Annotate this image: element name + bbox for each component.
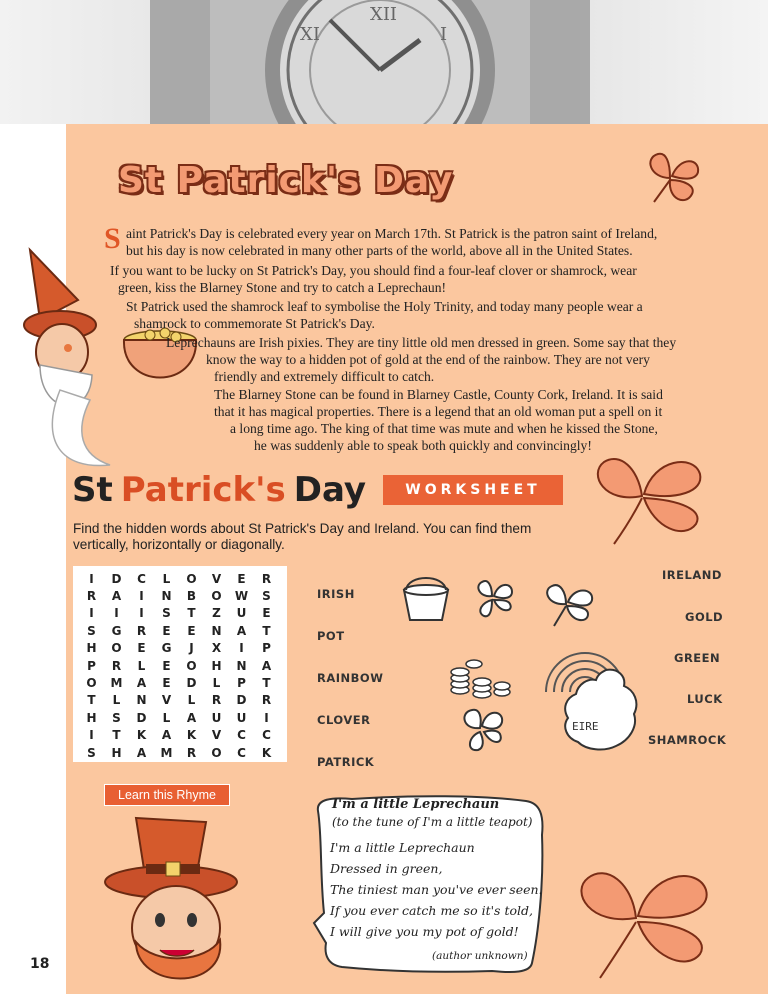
- grid-cell: Z: [212, 606, 221, 621]
- map-label: EIRE: [572, 720, 599, 733]
- grid-cell: H: [86, 641, 97, 656]
- grid-cell: S: [112, 710, 121, 725]
- page-number: 18: [30, 956, 50, 972]
- grid-cell: I: [239, 641, 244, 656]
- grid-cell: D: [236, 693, 247, 708]
- intro-line: a long time ago. The king of that time was mute and when he kissed the Stone,: [230, 421, 658, 436]
- worksheet-title-part: St: [72, 470, 113, 510]
- intro-line: shamrock to commemorate St Patrick's Day.: [134, 316, 375, 331]
- svg-text:XI: XI: [300, 24, 320, 45]
- grid-cell: O: [211, 589, 222, 604]
- word-search-table: [79, 570, 279, 761]
- grid-cell: P: [262, 641, 271, 656]
- grid-cell: E: [187, 623, 196, 638]
- grid-row: [79, 727, 279, 744]
- grid-cell: L: [137, 658, 146, 673]
- word-shamrock: SHAMROCK: [648, 733, 727, 747]
- grid-cell: R: [86, 589, 97, 604]
- rhyme-line: I will give you my pot of gold!: [330, 924, 519, 939]
- grid-cell: V: [161, 693, 172, 708]
- rhyme-subtitle: (to the tune of I'm a little teapot): [332, 815, 533, 829]
- grid-cell: D: [186, 676, 197, 691]
- intro-line: that it has magical properties. There is a legend that an old woman put a spell on it: [214, 404, 663, 419]
- grid-cell: C: [137, 571, 146, 586]
- word-search-grid: [73, 566, 287, 762]
- grid-cell: I: [139, 589, 144, 604]
- rhyme-line: If you ever catch me so it's told,: [330, 903, 533, 918]
- rhyme-line: I'm a little Leprechaun: [330, 840, 475, 855]
- grid-cell: A: [161, 728, 172, 743]
- word-ireland: IRELAND: [662, 568, 722, 582]
- grid-cell: O: [186, 658, 197, 673]
- grid-row: [79, 587, 279, 604]
- grid-cell: A: [136, 676, 147, 691]
- grid-cell: T: [112, 728, 121, 743]
- grid-cell: E: [162, 623, 171, 638]
- grid-cell: C: [262, 728, 271, 743]
- leprechaun-illustration: [96, 812, 256, 994]
- svg-text:I: I: [440, 24, 448, 45]
- grid-cell: A: [136, 745, 147, 760]
- rhyme-line: The tiniest man you've ever seen.: [330, 882, 543, 897]
- dropcap: S: [104, 222, 121, 255]
- grid-cell: X: [211, 641, 222, 656]
- grid-cell: W: [234, 589, 249, 604]
- page-title: St Patrick's Day: [118, 160, 454, 201]
- grid-cell: P: [237, 676, 246, 691]
- word-green: GREEN: [674, 651, 721, 665]
- grid-cell: V: [211, 728, 222, 743]
- grid-row: [79, 674, 279, 691]
- grid-cell: H: [111, 745, 122, 760]
- four-leaf-clover-icon: [470, 576, 516, 620]
- intro-line: aint Patrick's Day is celebrated every year on March 17th. St Patrick is the patron saint of Ireland,: [126, 226, 658, 241]
- grid-cell: G: [111, 623, 122, 638]
- grid-cell: E: [162, 676, 171, 691]
- word-luck: LUCK: [687, 692, 723, 706]
- grid-cell: G: [161, 641, 172, 656]
- grid-row: [79, 570, 279, 587]
- rhyme-author: (author unknown): [432, 950, 528, 962]
- grid-cell: P: [87, 658, 96, 673]
- intro-line: know the way to a hidden pot of gold at the end of the rainbow. They are not very: [206, 352, 650, 367]
- grid-cell: E: [237, 571, 246, 586]
- grid-cell: I: [89, 571, 94, 586]
- svg-text:XII: XII: [370, 4, 398, 25]
- grid-cell: C: [237, 745, 246, 760]
- worksheet-title-part: Patrick's: [120, 470, 286, 510]
- worksheet-title-part: Day: [293, 470, 367, 510]
- word-rainbow: RAINBOW: [317, 671, 384, 685]
- ireland-map-icon: [556, 662, 646, 758]
- grid-cell: K: [261, 745, 272, 760]
- grid-cell: B: [186, 589, 197, 604]
- grid-cell: I: [264, 710, 269, 725]
- grid-cell: L: [212, 676, 221, 691]
- grid-cell: N: [236, 658, 247, 673]
- intro-line: Leprechauns are Irish pixies. They are tiny little old men dressed in green. Some say that they: [166, 335, 677, 350]
- grid-cell: I: [139, 606, 144, 621]
- intro-line: The Blarney Stone can be found in Blarney Castle, County Cork, Ireland. It is said: [214, 387, 663, 402]
- grid-cell: N: [136, 693, 147, 708]
- intro-line: green, kiss the Blarney Stone and try to catch a Leprechaun!: [118, 280, 447, 295]
- grid-cell: I: [89, 728, 94, 743]
- word-irish: IRISH: [317, 587, 355, 601]
- intro-line: If you want to be lucky on St Patrick's Day, you should find a four-leaf clover or shamrock, wear: [110, 263, 637, 278]
- bucket-icon: [394, 576, 458, 624]
- grid-cell: T: [187, 606, 196, 621]
- grid-cell: O: [86, 676, 97, 691]
- grid-cell: E: [137, 641, 146, 656]
- grid-cell: S: [87, 745, 96, 760]
- worksheet-badge: WORKSHEET: [383, 475, 563, 505]
- intro-line: friendly and extremely difficult to catch.: [214, 369, 435, 384]
- grid-cell: N: [161, 589, 172, 604]
- grid-cell: T: [262, 623, 271, 638]
- grid-cell: O: [186, 571, 197, 586]
- grid-cell: U: [236, 606, 247, 621]
- clover-icon: [456, 704, 506, 758]
- word-clover: CLOVER: [317, 713, 371, 727]
- grid-cell: L: [162, 571, 171, 586]
- grid-row: [79, 640, 279, 657]
- big-ben-photo: [0, 0, 768, 124]
- learn-rhyme-label: Learn this Rhyme: [104, 784, 230, 806]
- grid-cell: D: [136, 710, 147, 725]
- grid-row: [79, 709, 279, 726]
- grid-cell: V: [211, 571, 222, 586]
- grid-cell: I: [89, 606, 94, 621]
- grid-cell: A: [186, 710, 197, 725]
- grid-cell: S: [162, 606, 171, 621]
- grid-cell: E: [262, 606, 271, 621]
- grid-cell: J: [189, 641, 194, 656]
- shamrock-outline-icon: [538, 578, 598, 630]
- grid-cell: T: [262, 676, 271, 691]
- grid-cell: D: [111, 571, 122, 586]
- grid-cell: R: [261, 693, 272, 708]
- grid-cell: A: [236, 623, 247, 638]
- gold-coins-icon: [440, 640, 520, 708]
- grid-cell: R: [111, 658, 122, 673]
- word-pot: POT: [317, 629, 345, 643]
- grid-cell: H: [211, 658, 222, 673]
- grid-cell: L: [162, 710, 171, 725]
- grid-cell: N: [211, 623, 222, 638]
- grid-row: [79, 605, 279, 622]
- grid-cell: S: [87, 623, 96, 638]
- grid-cell: A: [111, 589, 122, 604]
- intro-line: but his day is now celebrated in many other parts of the world, above all in the United States.: [126, 243, 633, 258]
- word-gold: GOLD: [685, 610, 724, 624]
- grid-cell: A: [261, 658, 272, 673]
- grid-row: [79, 692, 279, 709]
- grid-cell: C: [237, 728, 246, 743]
- grid-cell: O: [211, 745, 222, 760]
- grid-cell: R: [261, 571, 272, 586]
- grid-cell: S: [262, 589, 271, 604]
- rhyme-title: I'm a little Leprechaun: [332, 797, 500, 812]
- grid-cell: T: [87, 693, 96, 708]
- grid-cell: R: [211, 693, 222, 708]
- grid-row: [79, 622, 279, 639]
- grid-cell: K: [136, 728, 147, 743]
- intro-line: he was suddenly able to speak both quickly and convincingly!: [254, 438, 592, 453]
- intro-line: St Patrick used the shamrock leaf to symbolise the Holy Trinity, and today many people wear a: [126, 299, 643, 314]
- grid-cell: R: [186, 745, 197, 760]
- grid-cell: H: [86, 710, 97, 725]
- rhyme-line: Dressed in green,: [330, 861, 443, 876]
- grid-cell: L: [112, 693, 121, 708]
- grid-cell: E: [162, 658, 171, 673]
- grid-cell: U: [236, 710, 247, 725]
- grid-cell: K: [186, 728, 197, 743]
- grid-cell: L: [187, 693, 196, 708]
- shamrock-icon: [640, 148, 704, 208]
- grid-cell: M: [160, 745, 173, 760]
- grid-cell: O: [111, 641, 122, 656]
- grid-row: [79, 657, 279, 674]
- worksheet-instructions: Find the hidden words about St Patrick's Day and Ireland. You can find them vertically, horizontally or diagonally.: [73, 521, 532, 552]
- word-patrick: PATRICK: [317, 755, 375, 769]
- shamrock-icon: [584, 444, 710, 548]
- worksheet-title: [72, 470, 366, 510]
- grid-cell: I: [114, 606, 119, 621]
- grid-row: [79, 744, 279, 761]
- grid-cell: U: [211, 710, 222, 725]
- shamrock-icon: [566, 856, 716, 982]
- grid-cell: R: [136, 623, 147, 638]
- grid-cell: M: [110, 676, 123, 691]
